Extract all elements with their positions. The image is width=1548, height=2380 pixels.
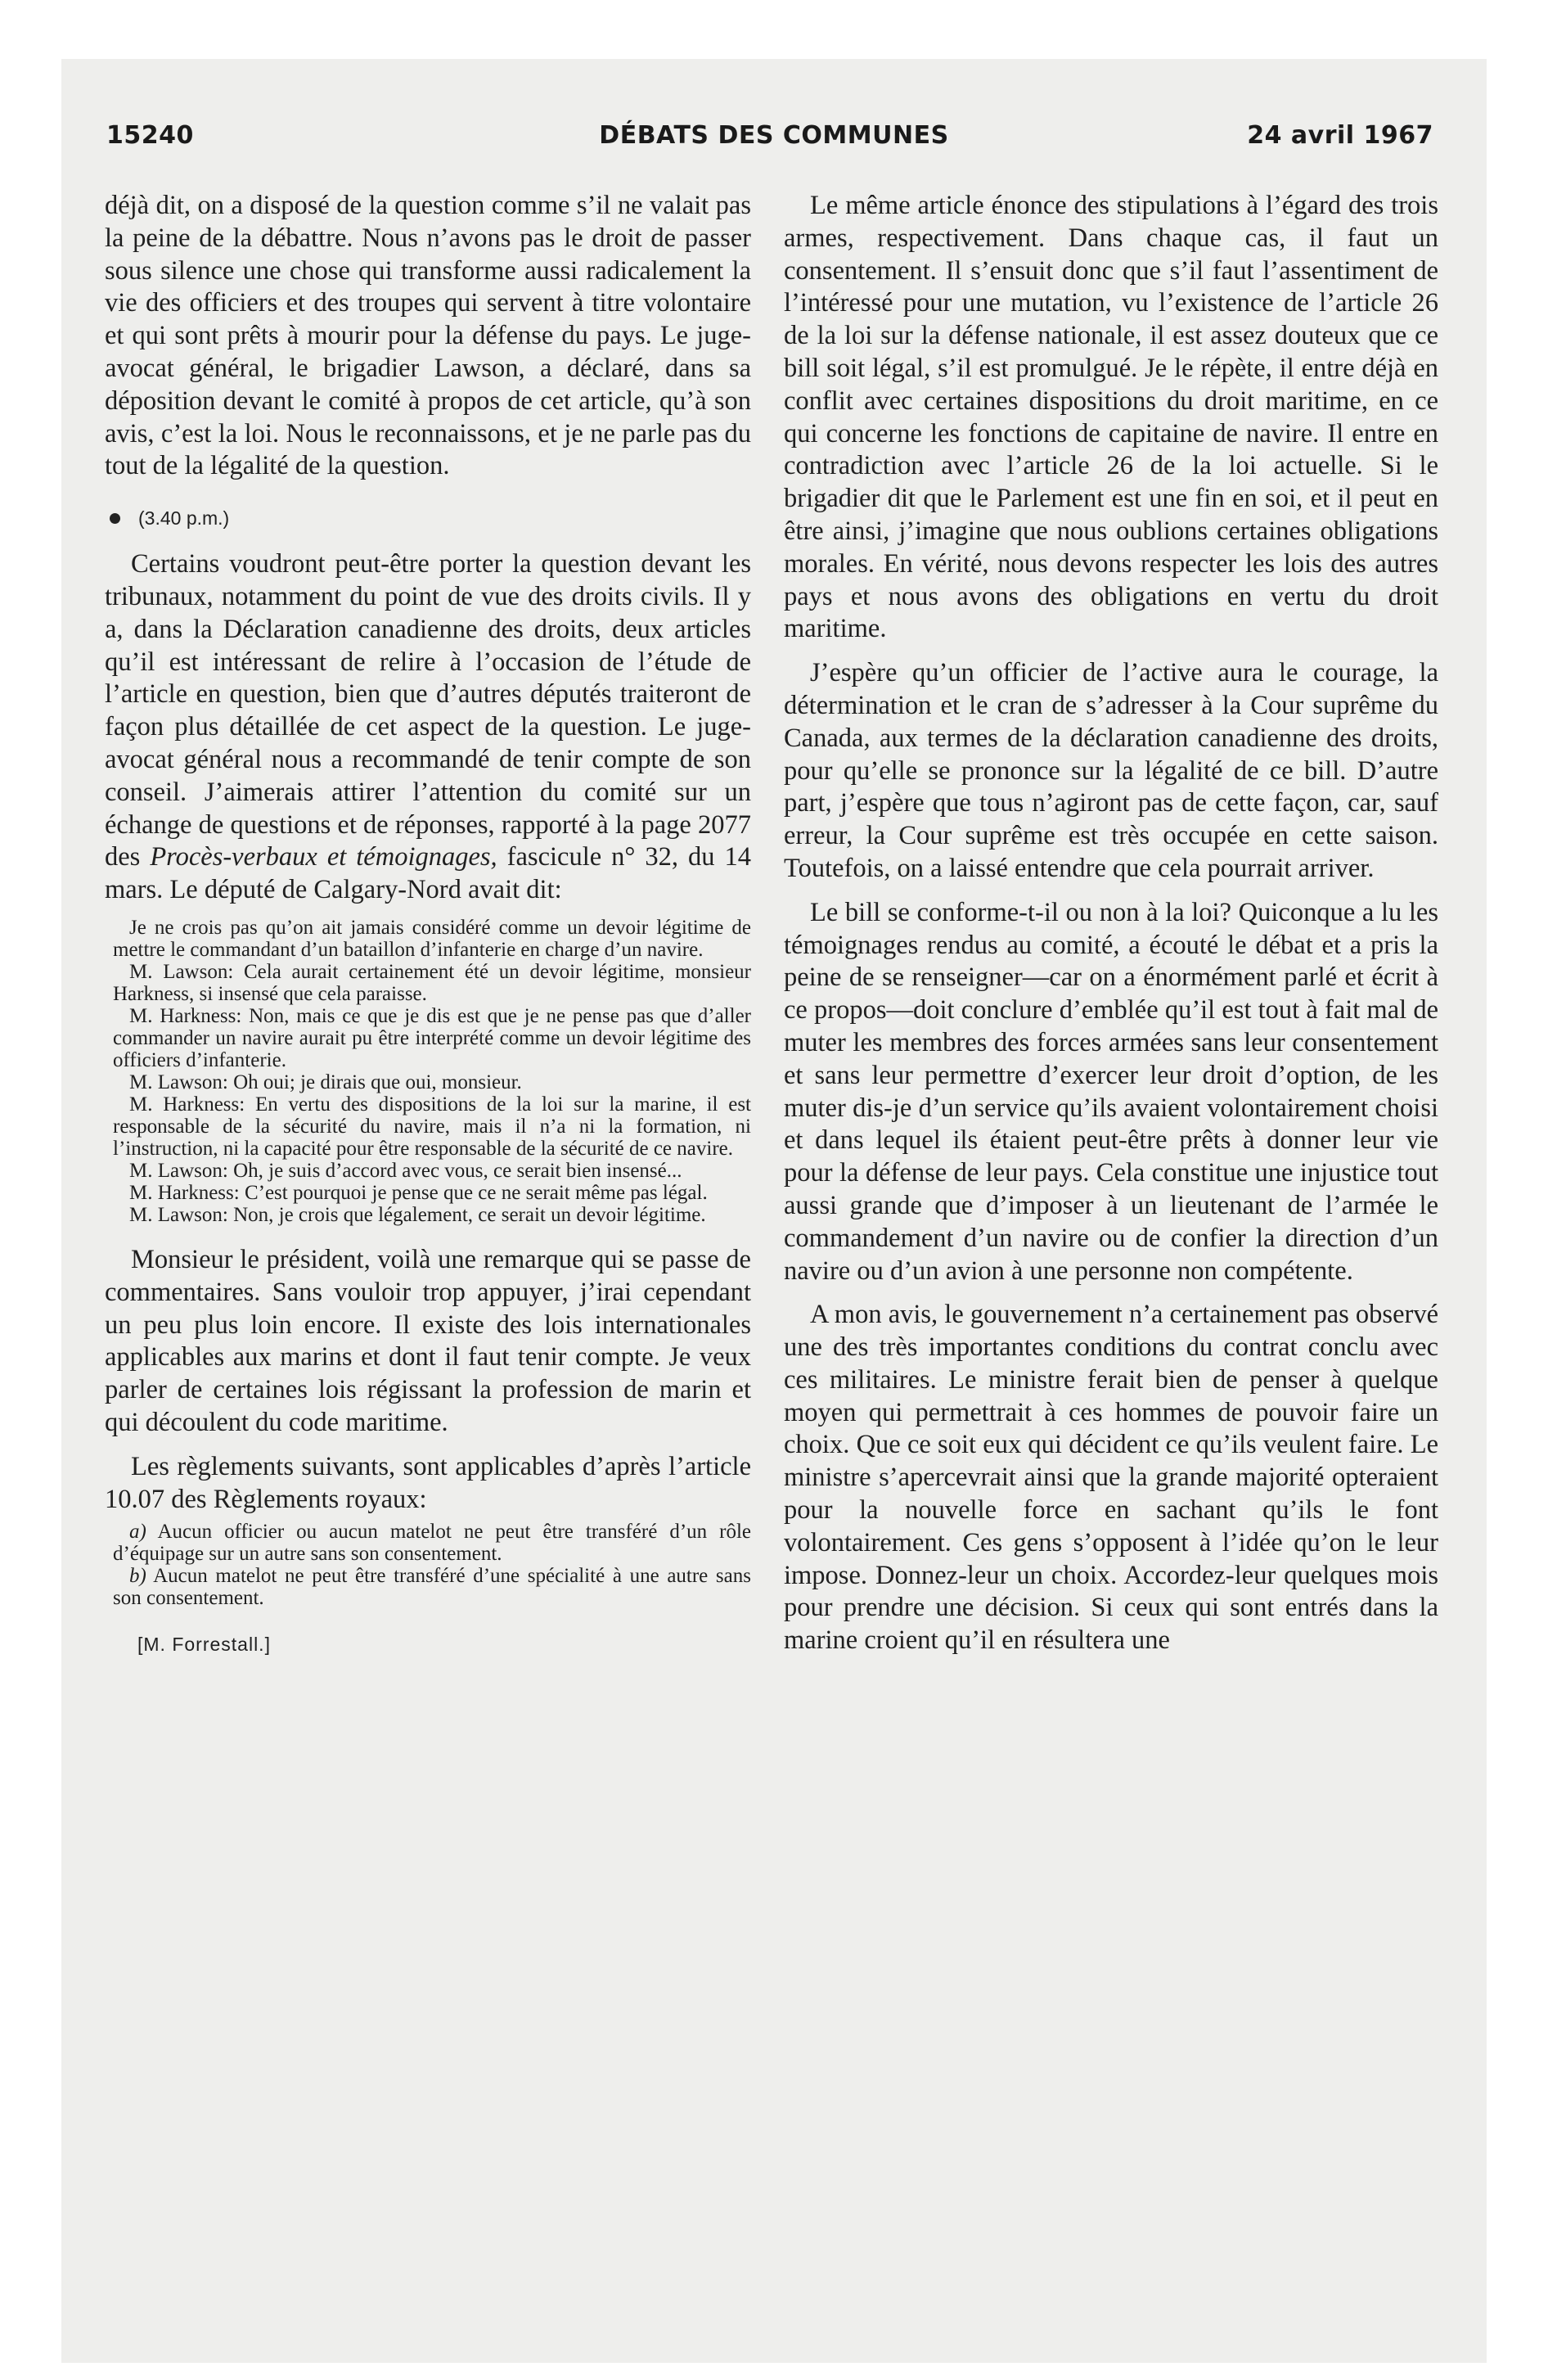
quote-line: M. Lawson: Cela aurait certainement été un devoir légitime, monsieur Harkness, si insensé que cela paraisse. bbox=[113, 960, 751, 1005]
testimony-quote bbox=[105, 917, 751, 1226]
right-paragraph-1: Le même article énonce des stipulations à l’égard des trois armes, respectivement. Dans chaque cas, il faut un consentement. Il s’ensuit donc que s’il faut l’assentiment de l’intéressé pour une mutation, vu l’existence de l’article 26 de la loi sur la défense nationale, il est assez douteux que ce bill soit légal, s’il est promulgué. Je le répète, il entre déjà en conflit avec certaines dispositions du droit maritime, en ce qui concerne les fonctions de capitaine de navire. Il entre en contradiction avec l’article 26 de la loi actuelle. Si le brigadier dit que le Parlement est une fin en soi, et il peut en être ainsi, j’imagine que nous oublions certaines obligations morales. En vérité, nous devons respecter les lois des autres pays et nous avons des obligations en vertu du droit maritime. bbox=[784, 191, 1438, 644]
right-paragraph-3: Le bill se conforme-t-il ou non à la loi? Quiconque a lu les témoignages rendus au comité, a écouté le débat et a pris la peine de se renseigner—car on a énormément parlé et écrit à ce propos—doit conclure d’emblée qu’il est tout à fait mal de muter les membres des forces armées sans leur consentement et sans leur permettre d’exercer leur droit d’option, de les muter dis-je d’un service qu’ils avaient volontairement choisi et dans lequel ils étaient peut-être prêts à donner leur vie pour la défense de leur pays. Cela constitue une injustice tout aussi grande que d’imposer à un lieutenant de l’armée le commandement d’un navire ou de confier la direction d’un navire ou d’un avion à une personne non compétente. bbox=[784, 897, 1438, 1286]
right-paragraph-4: A mon avis, le gouvernement n’a certainement pas observé une des très importantes conditions du contrat conclu avec ces militaires. Le ministre ferait bien de penser à quelque moyen qui permettrait à ces hommes de pouvoir faire un choix. Que ce soit eux qui décident ce qu’ils veulent faire. Le ministre s’apercevrait ainsi que la grande majorité opteraient pour la nouvelle force en sachant qu’ils le font volontairement. Ces gens s’opposent à l’idée qu’on le leur impose. Donnez-leur un choix. Accordez-leur quelques mois pour prendre une décision. Si ceux qui sont entrés dans la marine croient qu’il en résultera une bbox=[784, 1300, 1439, 1656]
time-label: (3.40 p.m.) bbox=[138, 507, 230, 530]
left-paragraph-1: déjà dit, on a disposé de la question comme s’il ne valait pas la peine de la débattre. Nous n’avons pas le droit de passer sous silence une chose qui transforme aussi radicalement la vie des officiers et des troupes qui servent à titre volontaire et qui sont prêts à mourir pour la défense du pays. Le juge-avocat général, le brigadier Lawson, a déclaré, dans sa déposition devant le comité à propos de cet article, qu’à son avis, c’est la loi. Nous le reconnaissons, et je ne parle pas du tout de la légalité de la question. bbox=[105, 191, 751, 481]
quote-line: M. Harkness: En vertu des dispositions de la loi sur la marine, il est responsable de la sécurité du navire, mais il n’a ni la formation, ni l’instruction, ni la capacité pour être responsable de la sécurité de ce navire. bbox=[113, 1093, 751, 1160]
regulation-text: Aucun officier ou aucun matelot ne peut être transféré d’un rôle d’équipage sur un autre sans son consentement. bbox=[113, 1521, 751, 1566]
speaker-tag: [M. Forrestall.] bbox=[137, 1634, 271, 1656]
left-paragraph-2 bbox=[105, 548, 751, 907]
quote-line: M. Harkness: C’est pourquoi je pense que ce ne serait même pas légal. bbox=[129, 1181, 708, 1204]
publication-title: Procès-verbaux et témoignages, bbox=[150, 842, 497, 872]
left-column bbox=[105, 190, 751, 1657]
paragraph-text: fascicule n° 32, du 14 mars. Le député de Calgary-Nord avait dit: bbox=[105, 842, 751, 905]
quote-line: M. Lawson: Non, je crois que légalement, ce serait un devoir légitime. bbox=[129, 1203, 706, 1226]
quote-line: M. Lawson: Oh, je suis d’accord avec vous, ce serait bien insensé... bbox=[129, 1159, 682, 1182]
regulation-text: Aucun matelot ne peut être transféré d’une spécialité à une autre sans son consentement. bbox=[113, 1565, 751, 1610]
page-title: DÉBATS DES COMMUNES bbox=[599, 121, 949, 150]
page-date: 24 avril 1967 bbox=[1247, 121, 1433, 150]
regulation-label: a) bbox=[129, 1521, 146, 1544]
regulation-label: b) bbox=[129, 1565, 146, 1588]
regulation-b bbox=[113, 1565, 751, 1609]
left-paragraph-3: Monsieur le président, voilà une remarque qui se passe de commentaires. Sans vouloir trop appuyer, j’irai cependant un peu plus loin encore. Il existe des lois internationales applicables aux marins et dont il faut tenir compte. Je veux parler de certaines lois régissant la profession de marin et qui découlent du code maritime. bbox=[105, 1244, 751, 1437]
paragraph-text: Certains voudront peut-être porter la question devant les tribunaux, notamment du point de vue des droits civils. Il y a, dans la Déclaration canadienne des droits, deux articles qu’il est intéressant de relire à l’occasion de l’étude de l’article en question, bien que d’autres députés traiteront de façon plus détaillée de cet aspect de la question. Le juge-avocat général nous a recommandé de tenir compte de son conseil. J’aimerais attirer l’attention du comité sur un échange de questions et de réponses, rapporté à la page 2077 des bbox=[105, 549, 751, 872]
regulation-a bbox=[113, 1521, 751, 1565]
quote-line: M. Harkness: Non, mais ce que je dis est que je ne pense pas que d’aller commander un navire aurait pu être interprété comme un devoir légitime des officiers d’infanterie. bbox=[113, 1004, 751, 1071]
left-paragraph-4: Les règlements suivants, sont applicables d’après l’article 10.07 des Règlements royaux: bbox=[105, 1451, 751, 1514]
bullet-icon bbox=[110, 513, 120, 524]
right-paragraph-2: J’espère qu’un officier de l’active aura le courage, la détermination et le cran de s’adresser à la Cour suprême du Canada, aux termes de la déclaration canadienne des droits, pour qu’elle se prononce sur la légalité de ce bill. D’autre part, j’espère que tous n’agiront pas de cette façon, car, sauf erreur, la Cour suprême est très occupée en cette saison. Toutefois, on a laissé entendre que cela pourrait arriver. bbox=[784, 658, 1438, 883]
regulations-list bbox=[105, 1521, 751, 1609]
quote-line: M. Lawson: Oh oui; je dirais que oui, monsieur. bbox=[129, 1071, 522, 1093]
quote-line: Je ne crois pas qu’on ait jamais considéré comme un devoir légitime de mettre le commandant d’un bataillon d’infanterie en charge d’un navire. bbox=[113, 916, 751, 961]
time-marker bbox=[105, 506, 751, 530]
page-number: 15240 bbox=[106, 121, 194, 150]
right-column bbox=[784, 190, 1438, 1657]
